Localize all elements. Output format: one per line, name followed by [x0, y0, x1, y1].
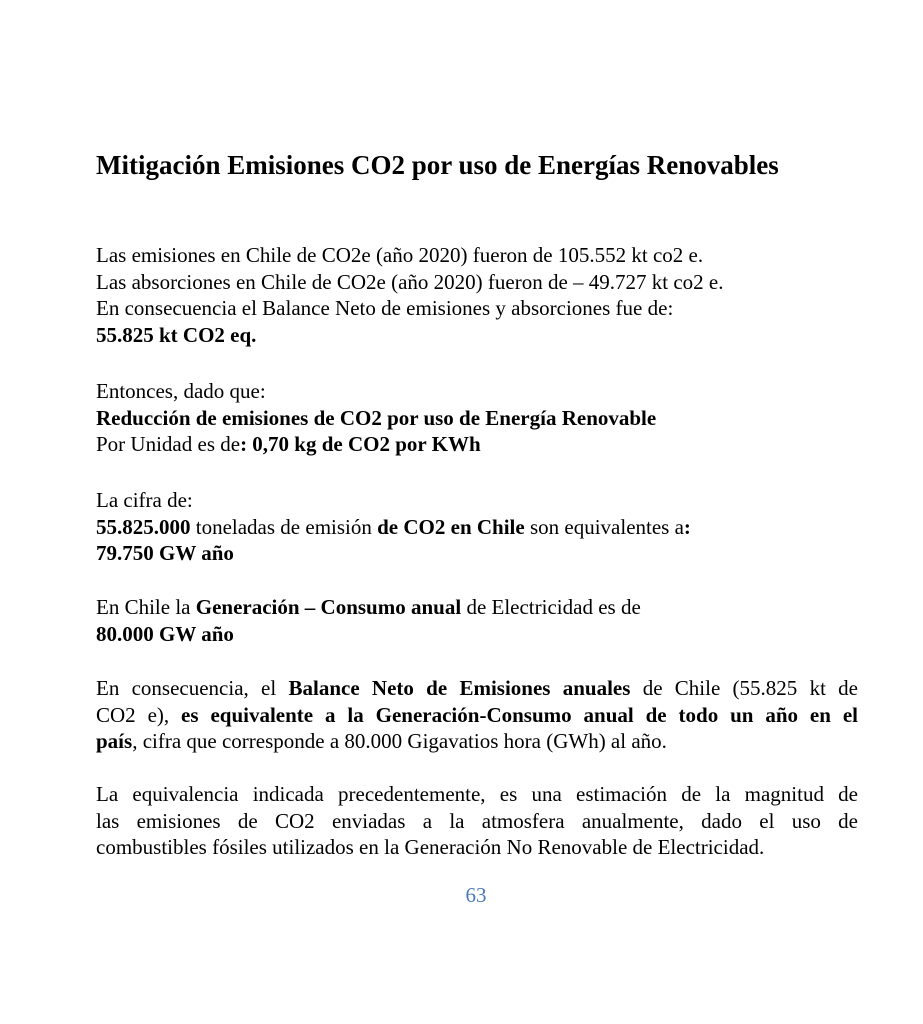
gwh-statement: , cifra que corresponde a 80.000 Gigavatios hora (GWh) al año. [132, 729, 667, 753]
generation-value: 80.000 GW año [96, 621, 234, 646]
per-unit-label: Por Unidad es de [96, 432, 241, 456]
estimation-line-2: las emisiones de CO2 enviadas a la atmosfera anualmente, dado el uso de [96, 808, 858, 833]
colon-mark: : [683, 514, 691, 539]
per-unit-value: : 0,70 kg de CO2 por KWh [240, 432, 481, 456]
paragraph-estimation [96, 781, 858, 861]
generation-term: Generación – Consumo anual [195, 595, 462, 619]
consequence-intro: En consecuencia, el [96, 676, 289, 700]
estimation-line-1: La equivalencia indicada precedentemente, es una estimación de la magnitud de [96, 782, 858, 806]
generation-intro: En Chile la [96, 595, 196, 619]
consequence-tail: de Chile (55.825 kt de [630, 676, 858, 700]
paragraph-generation [96, 594, 858, 647]
page-number: 63 [465, 883, 487, 907]
net-balance-line: En consecuencia el Balance Neto de emisiones y absorciones fue de: [96, 296, 674, 320]
absorptions-line: Las absorciones en Chile de CO2e (año 2020) fueron de – 49.727 kt co2 e. [96, 269, 724, 294]
equivalence-statement: es equivalente a la Generación-Consumo anual de todo un año en el [181, 702, 858, 727]
tonnes-value: 55.825.000 [96, 514, 191, 539]
paragraph-consequence [96, 675, 858, 755]
reduction-heading: Reducción de emisiones de CO2 por uso de Energía Renovable [96, 405, 657, 430]
gw-year-value: 79.750 GW año [96, 541, 234, 565]
country-word: país [96, 729, 133, 753]
equivalent-text: son equivalentes a [524, 514, 684, 539]
co2e-text: CO2 e), [96, 702, 182, 727]
net-balance-value: 55.825 kt CO2 eq. [96, 322, 257, 347]
figure-intro: La cifra de: [96, 488, 193, 512]
paragraph-emissions [96, 242, 858, 348]
paragraph-figure [96, 487, 858, 567]
generation-tail: de Electricidad es de [461, 595, 641, 619]
page-title: Mitigación Emisiones CO2 por uso de Energías Renovables [96, 150, 779, 180]
paragraph-reduction [96, 378, 858, 458]
estimation-line-3: combustibles fósiles utilizados en la Generación No Renovable de Electricidad. [96, 835, 765, 859]
co2-chile-text: de CO2 en Chile [377, 514, 525, 539]
net-emissions-term: Balance Neto de Emisiones anuales [288, 676, 631, 700]
given-line: Entonces, dado que: [96, 379, 266, 403]
emissions-line: Las emisiones en Chile de CO2e (año 2020) fueron de 105.552 kt co2 e. [96, 243, 704, 267]
tonnes-text: toneladas de emisión [190, 514, 378, 539]
